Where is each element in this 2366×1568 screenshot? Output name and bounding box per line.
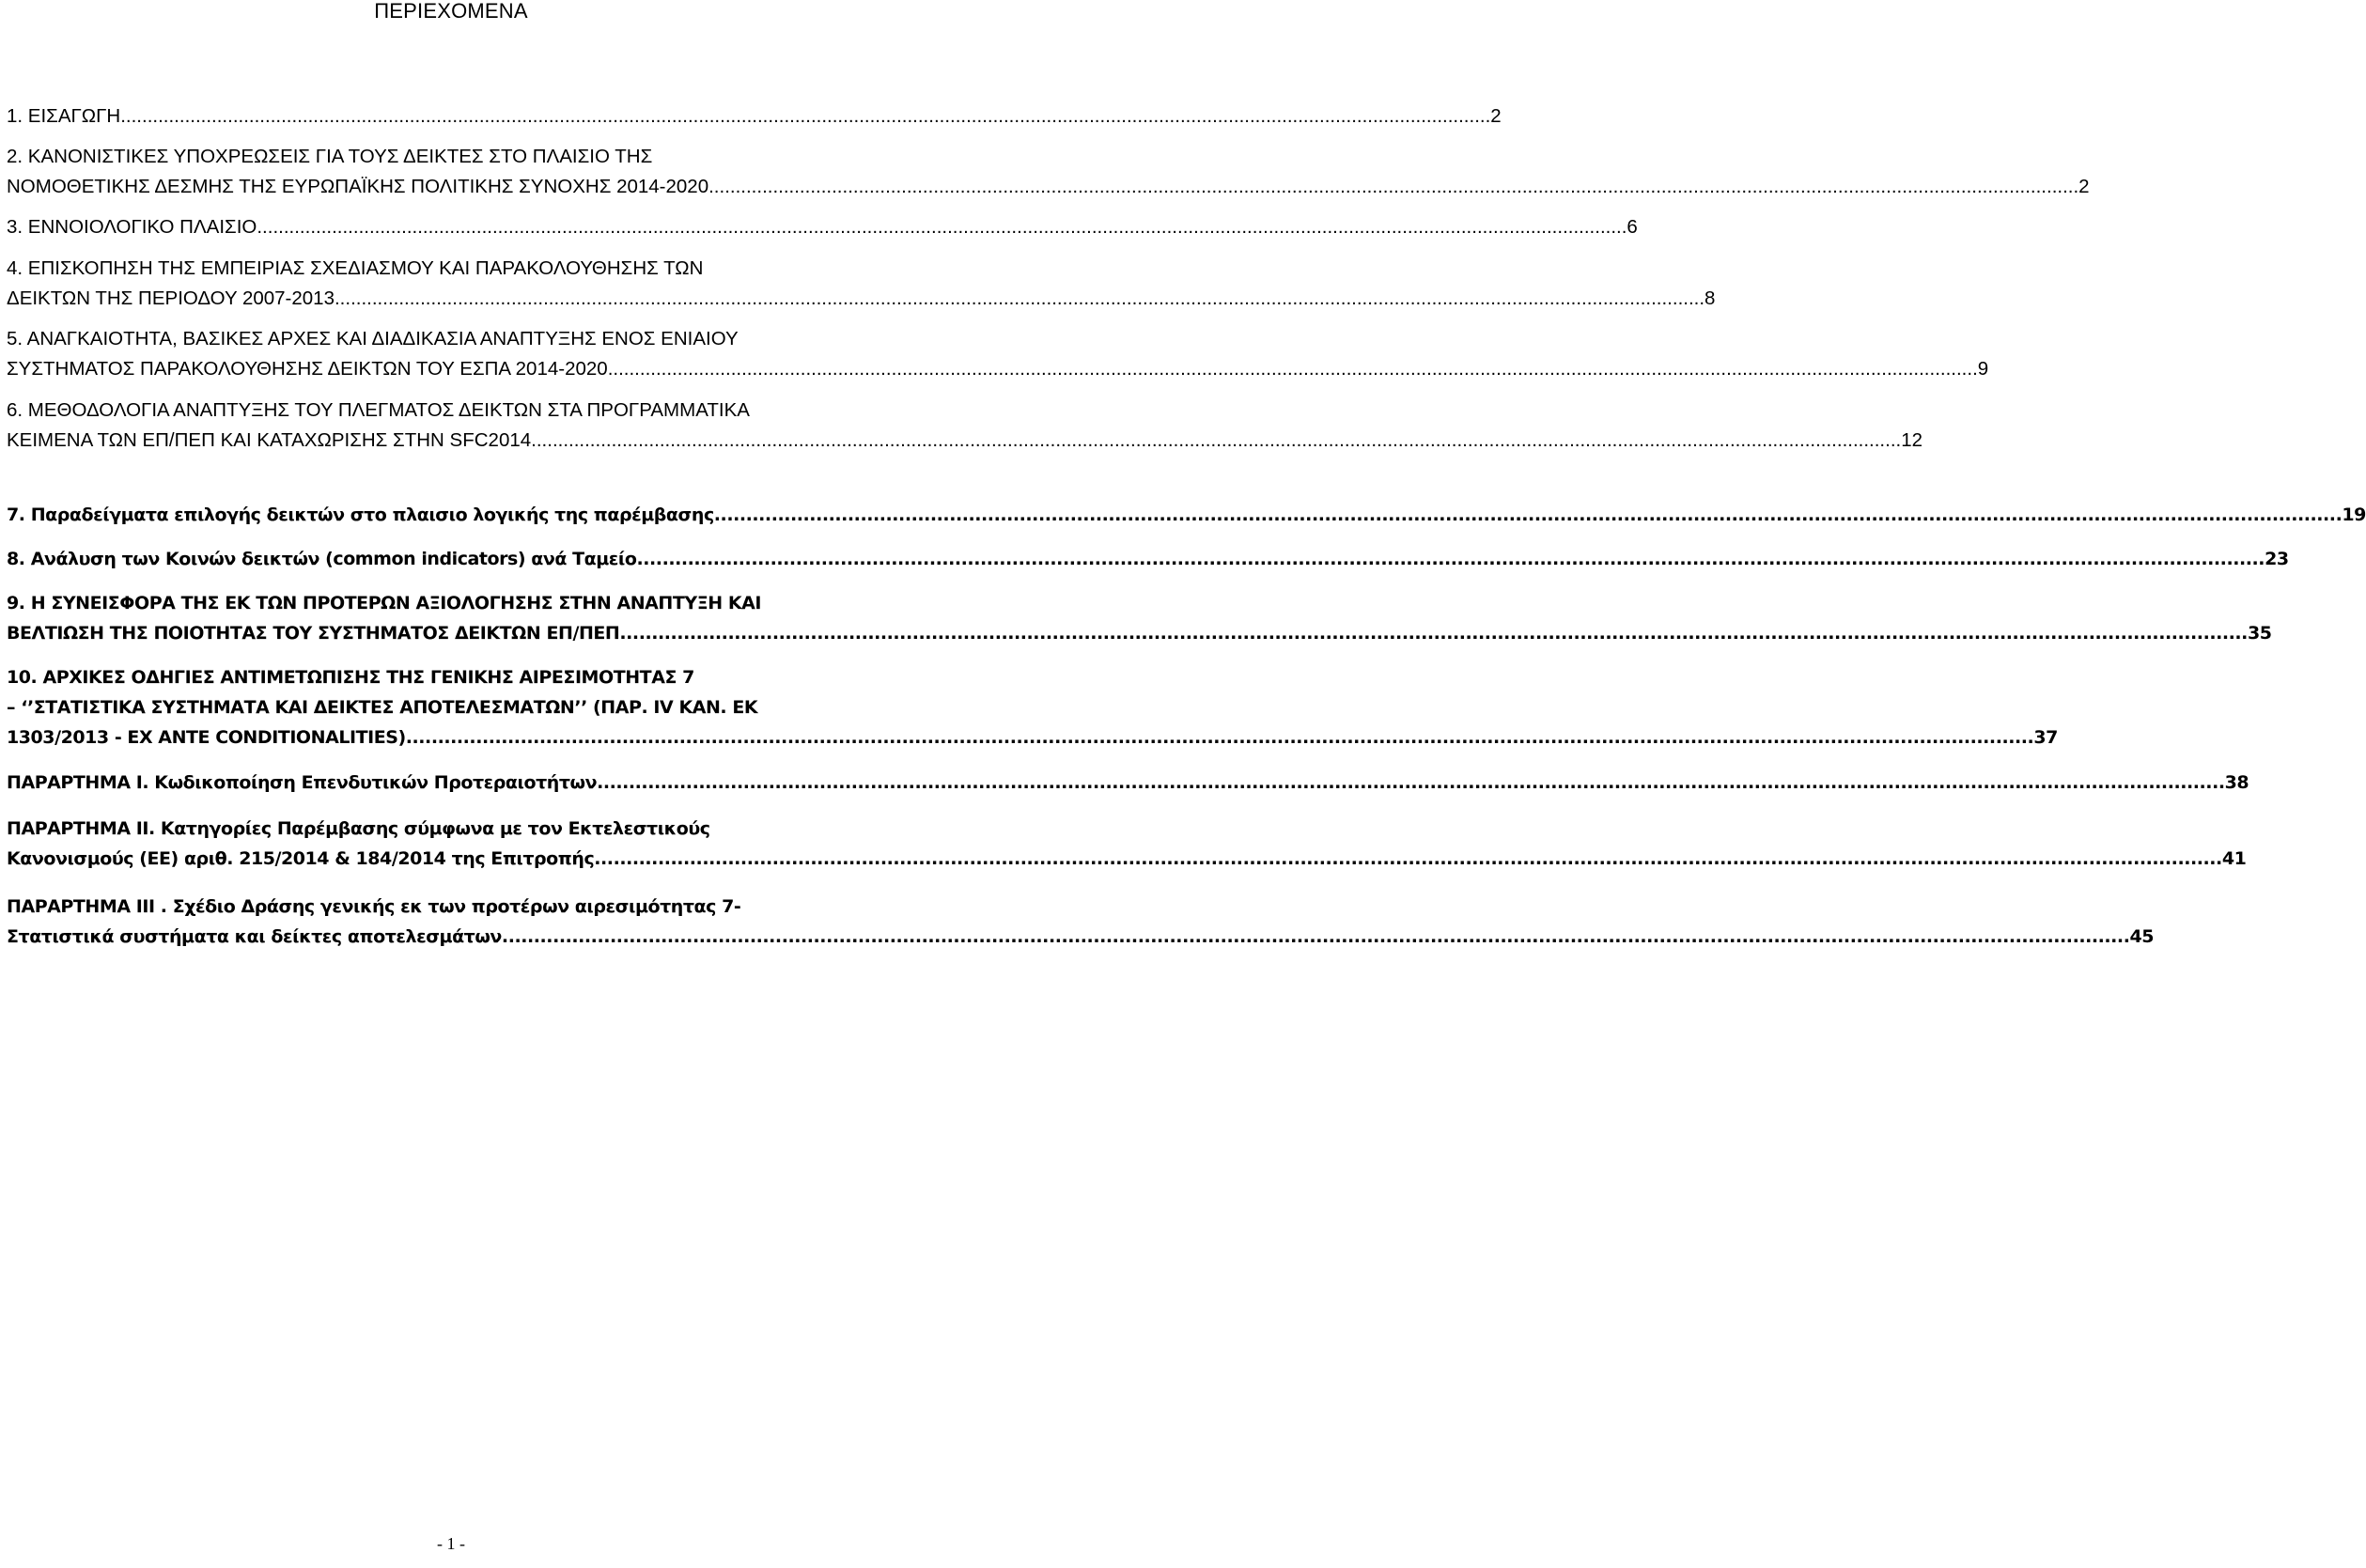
toc-entry-text: 3. ΕΝΝΟΙΟΛΟΓΙΚΟ ΠΛΑΙΣΙΟ [7, 216, 257, 238]
toc-entry-text: 4. ΕΠΙΣΚΟΠΗΣΗ ΤΗΣ ΕΜΠΕΙΡΙΑΣ ΣΧΕΔΙΑΣΜΟΥ ΚΑΙ ΠΑΡΑΚΟΛΟΥΘΗΣΗΣ ΤΩΝ [7, 257, 704, 279]
toc-entry-1[interactable] [7, 101, 1502, 132]
toc-entry-text: Κανονισμούς (ΕΕ) αριθ. 215/2014 & 184/2014 της Επιτροπής [7, 848, 595, 869]
dot-leader [637, 544, 2265, 574]
toc-entry-text: ΔΕΙΚΤΩΝ ΤΗΣ ΠΕΡΙΟΔΟΥ 2007-2013 [7, 287, 335, 309]
dot-leader [257, 212, 1627, 242]
toc-entry-text: 9. Η ΣΥΝΕΙΣΦΟΡΑ ΤΗΣ ΕΚ ΤΩΝ ΠΡΟΤΕΡΩΝ ΑΞΙΟΛΟΓΗΣΗΣ ΣΤΗΝ ΑΝΑΠΤΥΞΗ ΚΑΙ [7, 593, 762, 613]
toc-entry-8[interactable] [7, 544, 2289, 574]
toc-page-number: 19 [2342, 505, 2366, 525]
toc-entry-annex-1[interactable] [7, 768, 2249, 798]
toc-page-number: 38 [2224, 772, 2249, 793]
toc-entry-10[interactable] [7, 662, 2058, 753]
toc-page-number: 2 [1490, 105, 1502, 127]
toc-entry-9[interactable] [7, 588, 2272, 648]
toc-entry-text: 1. ΕΙΣΑΓΩΓΗ [7, 105, 121, 127]
toc-entry-text: ΚΕΙΜΕΝΑ ΤΩΝ ΕΠ/ΠΕΠ ΚΑΙ ΚΑΤΑΧΩΡΙΣΗΣ ΣΤΗΝ SFC2014 [7, 429, 532, 451]
dot-leader [502, 922, 2130, 952]
dot-leader [619, 618, 2248, 648]
toc-entry-annex-3[interactable] [7, 892, 2155, 952]
toc-entry-text: 2. ΚΑΝΟΝΙΣΤΙΚΕΣ ΥΠΟΧΡΕΩΣΕΙΣ ΓΙΑ ΤΟΥΣ ΔΕΙΚΤΕΣ ΣΤΟ ΠΛΑΙΣΙΟ ΤΗΣ [7, 146, 653, 167]
page-title: ΠΕΡΙΕΧΟΜΕΝΑ [374, 0, 528, 23]
dot-leader [531, 426, 1901, 456]
toc-page-number: 45 [2129, 926, 2155, 947]
toc-page-number: 37 [2033, 727, 2058, 748]
toc-entry-text: Στατιστικά συστήματα και δείκτες αποτελεσμάτων [7, 926, 502, 947]
toc-entry-text: 7. Παραδείγματα επιλογής δεικτών στο πλαισιο λογικής της παρέμβασης [7, 505, 714, 525]
toc-entry-text: ΠΑΡΑΡΤΗΜΑ ΙΙΙ . Σχέδιο Δράσης γενικής εκ των προτέρων αιρεσιμότητας 7- [7, 896, 741, 917]
page-number-footer: - 1 - [437, 1534, 465, 1553]
toc-entry-5[interactable] [7, 324, 1989, 384]
toc-entry-3[interactable] [7, 212, 1638, 242]
dot-leader [406, 722, 2034, 753]
toc-entry-text: 10. ΑΡΧΙΚΕΣ ΟΔΗΓΙΕΣ ΑΝΤΙΜΕΤΩΠΙΣΗΣ ΤΗΣ ΓΕΝΙΚΗΣ ΑΙΡΕΣΙΜΟΤΗΤΑΣ 7 [7, 667, 694, 688]
toc-page-number: 8 [1704, 287, 1716, 309]
toc-entry-text: – ‘’ΣΤΑΤΙΣΤΙΚΑ ΣΥΣΤΗΜΑΤΑ ΚΑΙ ΔΕΙΚΤΕΣ ΑΠΟΤΕΛΕΣΜΑΤΩΝ’’ (ΠΑΡ. IV ΚΑΝ. ΕΚ [7, 697, 758, 718]
toc-entry-7[interactable] [7, 500, 2366, 530]
toc-entry-text: 6. ΜΕΘΟΔΟΛΟΓΙΑ ΑΝΑΠΤΥΞΗΣ ΤΟΥ ΠΛΕΓΜΑΤΟΣ ΔΕΙΚΤΩΝ ΣΤΑ ΠΡΟΓΡΑΜΜΑΤΙΚΑ [7, 399, 750, 421]
dot-leader [120, 101, 1490, 132]
toc-entry-annex-2[interactable] [7, 814, 2247, 874]
toc-page-number: 6 [1627, 216, 1638, 238]
toc-entry-text: ΠΑΡΑΡΤΗΜΑ Ι. Κωδικοποίηση Επενδυτικών Προτεραιοτήτων [7, 772, 598, 793]
toc-entry-6[interactable] [7, 396, 1923, 456]
dot-leader [597, 768, 2225, 798]
toc-entry-text: ΣΥΣΤΗΜΑΤΟΣ ΠΑΡΑΚΟΛΟΥΘΗΣΗΣ ΔΕΙΚΤΩΝ ΤΟΥ ΕΣΠΑ 2014-2020 [7, 358, 608, 380]
toc-page-number: 9 [1977, 358, 1989, 380]
toc-page-number: 12 [1901, 429, 1923, 451]
toc-entry-2[interactable] [7, 142, 2090, 202]
toc-entry-text: ΠΑΡΑΡΤΗΜΑ ΙΙ. Κατηγορίες Παρέμβασης σύμφωνα με τον Εκτελεστικούς [7, 818, 710, 839]
dot-leader [594, 844, 2222, 874]
dot-leader [714, 500, 2343, 530]
toc-entry-text: 8. Ανάλυση των Κοινών δεικτών (common indicators) ανά Ταμείο [7, 549, 637, 569]
dot-leader [608, 354, 1978, 384]
dot-leader [335, 284, 1704, 314]
toc-page-number: 2 [2078, 176, 2090, 197]
toc-entry-text: ΒΕΛΤΙΩΣΗ ΤΗΣ ΠΟΙΟΤΗΤΑΣ ΤΟΥ ΣΥΣΤΗΜΑΤΟΣ ΔΕΙΚΤΩΝ ΕΠ/ΠΕΠ [7, 623, 620, 644]
toc-entry-text: ΝΟΜΟΘΕΤΙΚΗΣ ΔΕΣΜΗΣ ΤΗΣ ΕΥΡΩΠΑΪΚΗΣ ΠΟΛΙΤΙΚΗΣ ΣΥΝΟΧΗΣ 2014-2020 [7, 176, 709, 197]
toc-page-number: 41 [2221, 848, 2247, 869]
toc-entry-text: 5. ΑΝΑΓΚΑΙΟΤΗΤΑ, ΒΑΣΙΚΕΣ ΑΡΧΕΣ ΚΑΙ ΔΙΑΔΙΚΑΣΙΑ ΑΝΑΠΤΥΞΗΣ ΕΝΟΣ ΕΝΙΑΙΟΥ [7, 328, 739, 349]
dot-leader [708, 172, 2078, 202]
toc-page-number: 23 [2265, 549, 2289, 569]
toc-entry-text: 1303/2013 - EX ANTE CONDITIONALITIES) [7, 727, 406, 748]
toc-page-number: 35 [2247, 623, 2272, 644]
toc-entry-4[interactable] [7, 254, 1716, 314]
